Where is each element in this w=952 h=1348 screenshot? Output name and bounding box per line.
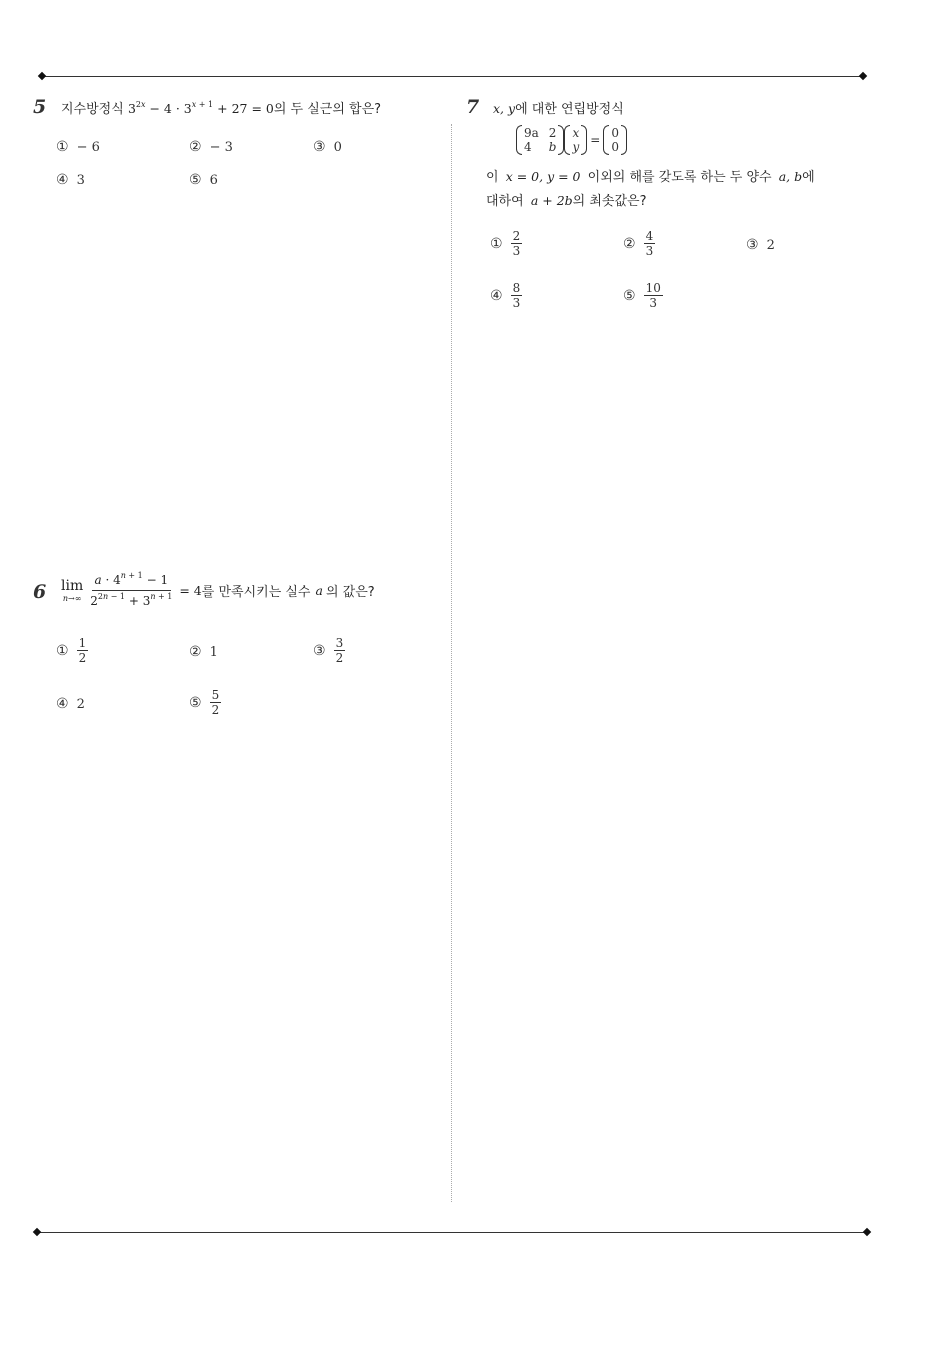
limit-equals: = 4 <box>175 583 202 598</box>
choice-marker: ④ <box>56 172 69 188</box>
variable-vector: x y <box>564 125 587 155</box>
choice-fraction: $\frac{8}{3}$ <box>512 281 521 310</box>
q6-choice-1[interactable] <box>56 636 88 665</box>
q7-choice-3[interactable] <box>746 237 775 253</box>
question-7-line-1-text: 에 대한 연립방정식 <box>515 102 624 117</box>
bottom-rule <box>37 1232 868 1233</box>
choice-fraction: $\frac{10}{3}$ <box>645 281 661 310</box>
coefficient-matrix: 9a 2 4 b <box>516 125 564 155</box>
question-number-6: 6 <box>33 581 47 603</box>
question-6-end: 의 값은? <box>325 585 375 600</box>
q5-choice-5[interactable] <box>189 172 218 188</box>
choice-marker: ⑤ <box>189 172 202 188</box>
choice-value: 3 <box>76 172 85 188</box>
question-7-line-2: 이 x = 0, y = 0 이외의 해를 갖도록 하는 두 양수 a, b에 <box>486 169 815 185</box>
column-divider <box>451 124 452 1202</box>
choice-fraction: $\frac{3}{2}$ <box>335 636 344 665</box>
choice-marker: ② <box>623 235 636 252</box>
choice-value: 6 <box>209 172 218 188</box>
choice-value: 0 <box>333 139 342 155</box>
question-7-condition: x = 0, y = 0 <box>505 169 581 184</box>
top-rule-right-diamond <box>859 72 867 80</box>
choice-marker: ④ <box>56 696 69 712</box>
choice-fraction: $\frac{5}{2}$ <box>211 688 220 717</box>
q5-choice-4[interactable] <box>56 172 85 188</box>
choice-marker: ⑤ <box>189 694 202 711</box>
choice-marker: ③ <box>313 642 326 659</box>
choice-marker: ② <box>189 139 202 155</box>
choice-marker: ⑤ <box>623 287 636 304</box>
question-5-suffix: 의 두 실근의 합은? <box>273 102 382 117</box>
choice-value: 2 <box>766 237 775 253</box>
question-6-variable: a <box>315 583 323 598</box>
q5-choice-3[interactable] <box>313 139 342 155</box>
bottom-rule-right-diamond <box>863 1228 871 1236</box>
top-rule-left-diamond <box>38 72 46 80</box>
limit-fraction: $\frac{a \cdot 4^{n + 1} - 1}{2^{2n - 1} + 3^{n + 1}}$ <box>90 571 173 608</box>
question-7-expression: a + 2b <box>530 193 573 208</box>
q7-choice-2[interactable] <box>623 229 655 258</box>
q7-choice-1[interactable] <box>490 229 522 258</box>
top-rule <box>42 76 864 77</box>
question-7-matrix-equation: 9a 2 4 b x y = 0 0 <box>516 125 627 155</box>
question-number-5: 5 <box>33 96 47 118</box>
q7-choice-4[interactable] <box>490 281 522 310</box>
question-7-positive-vars: a, b <box>778 169 803 184</box>
question-7-line-1 <box>493 98 624 117</box>
choice-marker: ① <box>490 235 503 252</box>
choice-value: − 3 <box>209 139 233 155</box>
choice-fraction: $\frac{2}{3}$ <box>512 229 521 258</box>
question-5-text <box>61 98 381 117</box>
question-7-line-3: 대하여 a + 2b의 최솟값은? <box>486 193 647 209</box>
choice-fraction: $\frac{4}{3}$ <box>645 229 654 258</box>
q5-choice-2[interactable] <box>189 139 233 155</box>
choice-marker: ③ <box>313 139 326 155</box>
choice-value: − 6 <box>76 139 100 155</box>
bottom-rule-left-diamond <box>33 1228 41 1236</box>
zero-vector: 0 0 <box>603 125 627 155</box>
question-number-7: 7 <box>466 96 480 118</box>
question-6-text <box>61 572 375 609</box>
question-7-vars: x, y <box>493 101 516 116</box>
choice-fraction: $\frac{1}{2}$ <box>78 636 87 665</box>
q7-choice-5[interactable] <box>623 281 663 310</box>
choice-marker: ② <box>189 644 202 660</box>
q5-choice-1[interactable] <box>56 139 100 155</box>
choice-value: 1 <box>209 644 218 660</box>
question-5-prefix: 지수방정식 <box>61 102 124 117</box>
q6-choice-5[interactable] <box>189 688 221 717</box>
q6-choice-3[interactable] <box>313 636 345 665</box>
question-5-equation: $3^{2x} - 4 \cdot 3^{x + 1} + 27 = 0$ <box>127 100 274 116</box>
question-6-suffix: 를 만족시키는 실수 <box>201 585 311 600</box>
choice-marker: ④ <box>490 287 503 304</box>
choice-marker: ① <box>56 642 69 659</box>
choice-marker: ① <box>56 139 69 155</box>
limit-operator: lim n→∞ <box>61 577 84 603</box>
q6-choice-2[interactable] <box>189 644 218 660</box>
choice-value: 2 <box>76 696 85 712</box>
choice-marker: ③ <box>746 237 759 253</box>
q6-choice-4[interactable] <box>56 696 85 712</box>
